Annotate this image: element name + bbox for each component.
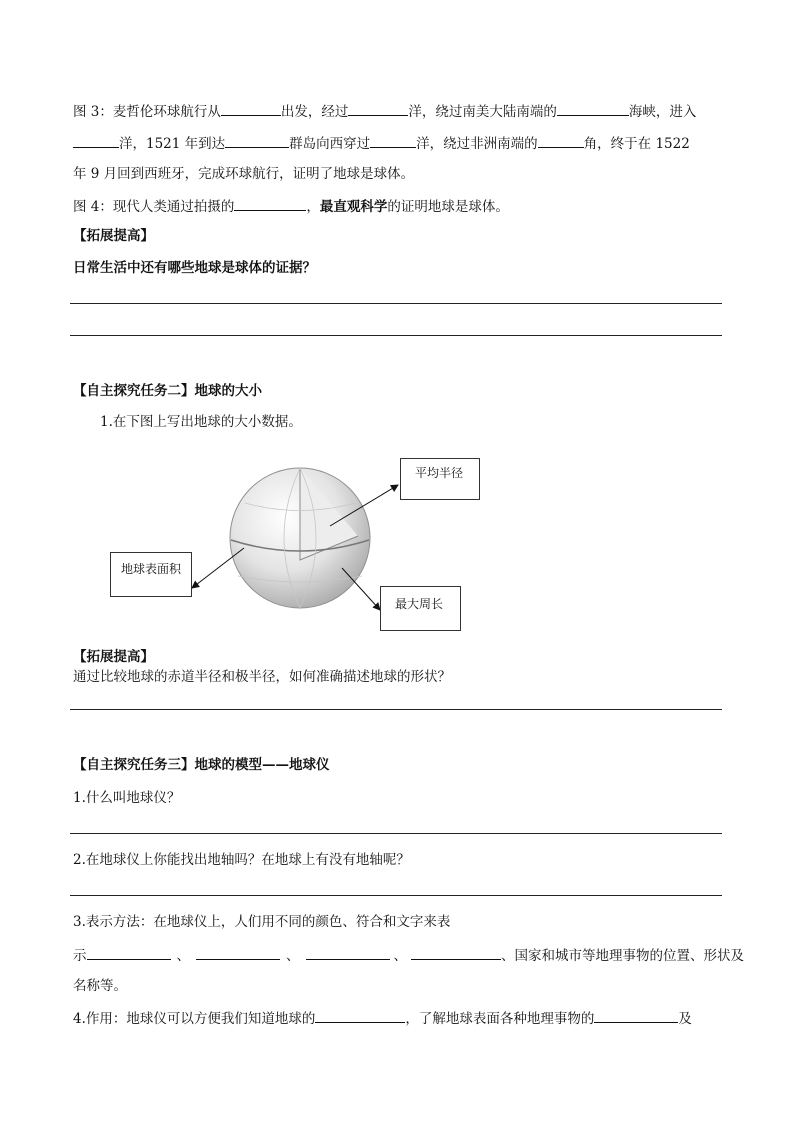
fill-blank[interactable] [196, 945, 280, 960]
answer-line[interactable] [70, 833, 722, 834]
section-heading: 【拓展提高】 [73, 228, 154, 244]
q3-fill-line [73, 945, 744, 965]
fig3-text: 群岛向西穿过 [289, 136, 371, 152]
label-text: 地球表面积 [121, 562, 182, 576]
fig3-line-1 [73, 101, 696, 121]
fig4-line [73, 196, 509, 216]
fig4-text: 图 4：现代人类通过拍摄的 [73, 199, 235, 215]
fill-blank[interactable] [315, 1008, 405, 1023]
fig3-line-2 [73, 133, 690, 153]
fig3-text: 角，终于在 1522 [583, 136, 690, 152]
fig3-line-3 [73, 165, 414, 183]
earth-size-diagram [100, 448, 480, 638]
fig3-text: 图 3：麦哲伦环球航行从 [73, 104, 221, 120]
label-text: 最大周长 [395, 597, 444, 611]
answer-line[interactable] [70, 303, 722, 304]
section-heading: 【自主探究任务三】地球的模型——地球仪 [73, 757, 330, 773]
fig3-text: 出发，经过 [280, 104, 349, 120]
q4-text: 及 [678, 1011, 692, 1027]
question-text: 日常生活中还有哪些地球是球体的证据？ [73, 260, 316, 276]
fig3-text: 海峡，进入 [628, 104, 697, 120]
fill-blank[interactable] [538, 133, 584, 148]
label-text: 平均半径 [415, 466, 464, 480]
task-item: 1.在下图上写出地球的大小数据。 [100, 414, 302, 430]
q3-text: 、国家和城市等地理事物的位置、形状及 [501, 948, 744, 964]
q4-line [73, 1008, 692, 1028]
fill-blank[interactable] [225, 133, 289, 148]
fill-blank[interactable] [557, 101, 629, 116]
fig4-text: 的证明地球是球体。 [387, 199, 509, 215]
fig4-text: ， [306, 199, 320, 215]
answer-line[interactable] [70, 709, 722, 710]
q3-text: 、 [286, 948, 300, 964]
fig3-text: 洋，绕过非洲南端的 [416, 136, 538, 152]
question-text: 1.什么叫地球仪？ [73, 790, 181, 806]
fig3-text: 洋，1521 年到达 [119, 136, 226, 152]
question-text: 通过比较地球的赤道半径和极半径，如何准确描述地球的形状？ [73, 669, 451, 685]
fill-blank[interactable] [411, 945, 501, 960]
section-heading: 【自主探究任务二】地球的大小 [73, 383, 262, 399]
fill-blank[interactable] [306, 945, 390, 960]
fill-blank[interactable] [221, 101, 281, 116]
arrow-surface-area [192, 548, 244, 588]
q3-text: 、 [176, 948, 190, 964]
section-heading: 【拓展提高】 [73, 649, 154, 665]
fill-blank[interactable] [73, 133, 119, 148]
fig3-text: 年 9 月回到西班牙，完成环球航行，证明了地球是球体。 [73, 166, 415, 182]
q3-text: 示 [73, 948, 87, 964]
label-avg-radius[interactable] [400, 458, 480, 500]
question-text: 名称等。 [73, 978, 127, 994]
question-text: 3.表示方法：在地球仪上，人们用不同的颜色、符合和文字来表 [73, 914, 451, 930]
fig3-text: 洋，绕过南美大陆南端的 [408, 104, 557, 120]
answer-line[interactable] [70, 335, 722, 336]
fill-blank[interactable] [594, 1008, 678, 1023]
fig4-emphasis: 最直观科学 [319, 199, 388, 215]
label-max-circumference[interactable] [380, 586, 461, 631]
answer-line[interactable] [70, 895, 722, 896]
q4-text: ，了解地球表面各种地理事物的 [405, 1011, 595, 1027]
q4-text: 4.作用：地球仪可以方便我们知道地球的 [73, 1011, 316, 1027]
fill-blank[interactable] [87, 945, 171, 960]
fill-blank[interactable] [234, 196, 306, 211]
q3-text: 、 [393, 948, 407, 964]
fill-blank[interactable] [370, 133, 416, 148]
label-surface-area[interactable] [110, 552, 192, 597]
question-text: 2.在地球仪上你能找出地轴吗？在地球上有没有地轴呢？ [73, 852, 410, 868]
fill-blank[interactable] [348, 101, 408, 116]
